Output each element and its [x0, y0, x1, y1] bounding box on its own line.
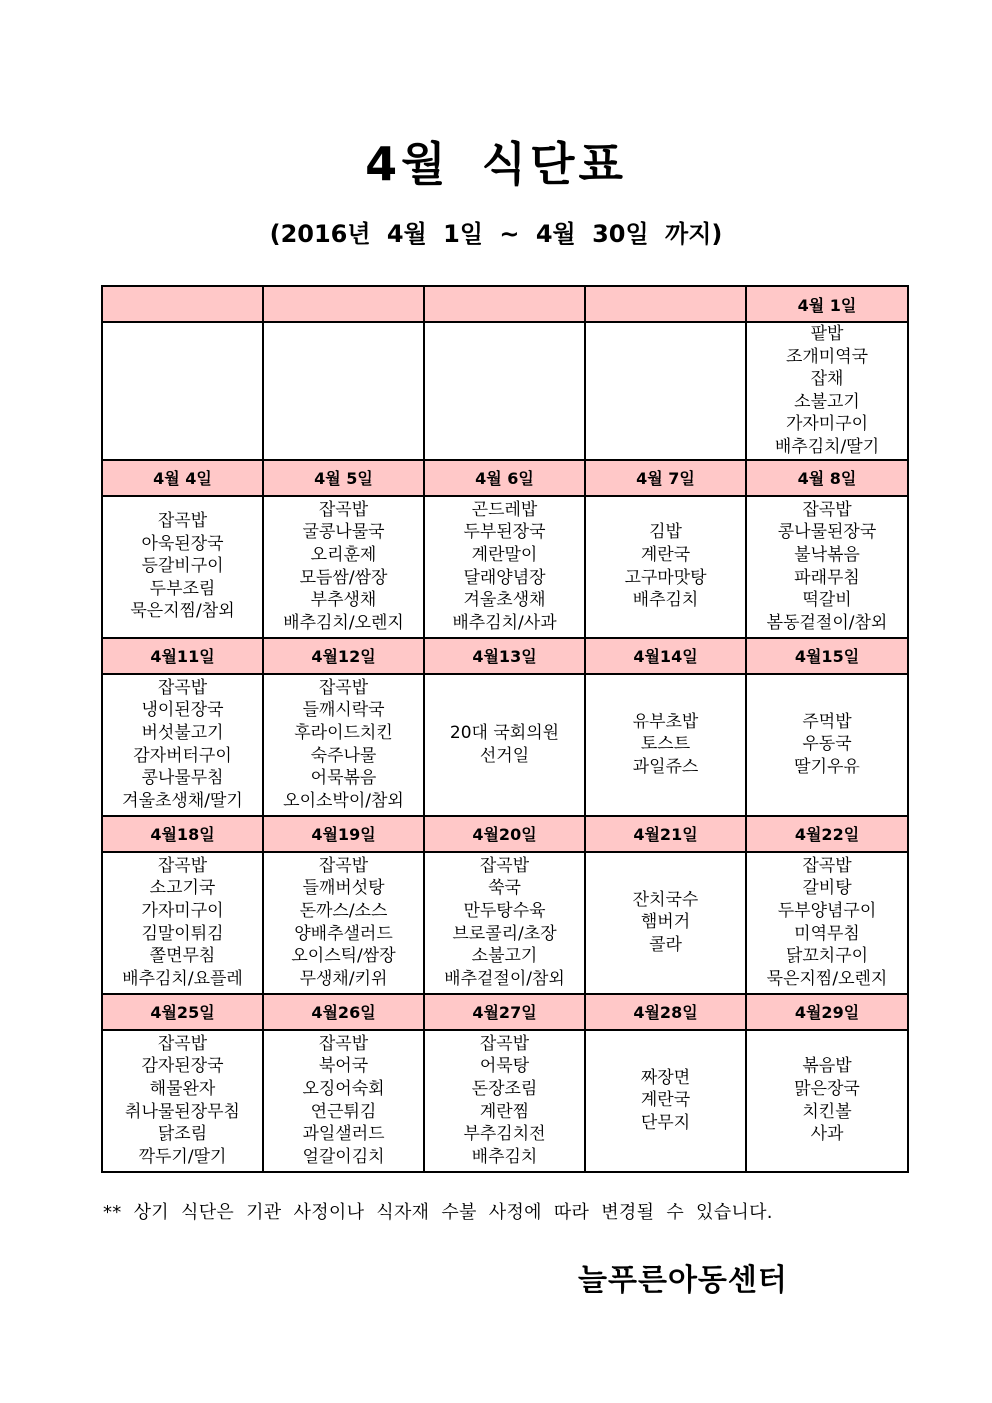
- menu-item: 잔치국수: [632, 889, 699, 910]
- menu-cell: [585, 852, 746, 994]
- menu-item: 두부된장국: [463, 522, 546, 543]
- date-cell: 4월20일: [424, 816, 585, 852]
- menu-cell: [263, 852, 424, 994]
- menu-item: 치킨볼: [802, 1101, 852, 1122]
- menu-item: 맑은장국: [794, 1078, 860, 1099]
- date-cell: [585, 286, 746, 322]
- menu-item: 등갈비구이: [141, 556, 224, 577]
- menu-item: 과일쥬스: [632, 756, 699, 777]
- menu-cell: [102, 322, 263, 460]
- menu-item: 부추생채: [310, 590, 377, 611]
- menu-item: 오이스틱/쌈장: [291, 946, 396, 967]
- menu-item: 김밥: [649, 522, 682, 543]
- menu-row: [102, 674, 908, 816]
- menu-item: 갈비탕: [802, 878, 852, 899]
- menu-item: 잡곡밥: [157, 855, 208, 876]
- menu-item: 소고기국: [149, 878, 216, 899]
- date-cell: 4월12일: [263, 638, 424, 674]
- menu-item: 굴콩나물국: [302, 522, 385, 543]
- menu-row: [102, 322, 908, 460]
- date-cell: 4월15일: [746, 638, 908, 674]
- menu-table-body: [102, 286, 908, 1172]
- date-header-row: [102, 994, 908, 1030]
- menu-item: 사과: [810, 1124, 844, 1145]
- date-cell: 4월 6일: [424, 460, 585, 496]
- menu-item: 배추김치/사과: [452, 612, 557, 633]
- date-cell: 4월 1일: [746, 286, 908, 322]
- menu-cell: [746, 1030, 908, 1172]
- menu-item: 잡채: [810, 369, 844, 390]
- notice-text: ** 상기 식단은 기관 사정이나 식자재 수불 사정에 따라 변경될 수 있습니다.: [103, 1202, 773, 1223]
- menu-item: 두부조림: [149, 578, 216, 599]
- menu-item: 과일샐러드: [302, 1124, 385, 1145]
- menu-row: [102, 852, 908, 994]
- date-cell: 4월13일: [424, 638, 585, 674]
- date-cell: 4월27일: [424, 994, 585, 1030]
- menu-row: [102, 1030, 908, 1172]
- menu-item: 만두탕수육: [463, 900, 546, 921]
- menu-item: 숙주나물: [310, 745, 377, 766]
- menu-item: 달래양념장: [463, 567, 546, 588]
- center-name: 늘푸른아동센터: [578, 1263, 788, 1298]
- menu-item: 부추김치전: [463, 1124, 546, 1145]
- menu-item: 후라이드치킨: [294, 722, 393, 743]
- menu-item: 선거일: [479, 745, 530, 766]
- menu-item: 소불고기: [471, 946, 538, 967]
- date-header-row: [102, 638, 908, 674]
- menu-item: 겨울초생채/딸기: [122, 790, 243, 811]
- menu-item: 들깨버섯탕: [302, 878, 385, 899]
- menu-item: 단무지: [640, 1112, 691, 1133]
- menu-item: 미역무침: [794, 923, 860, 944]
- menu-item: 깍두기/딸기: [138, 1146, 227, 1167]
- menu-item: 잡곡밥: [157, 677, 208, 698]
- date-cell: 4월19일: [263, 816, 424, 852]
- menu-item: 계란찜: [479, 1101, 530, 1122]
- page-title: 4월 식단표: [365, 137, 627, 191]
- date-cell: 4월26일: [263, 994, 424, 1030]
- menu-item: 오리훈제: [310, 544, 377, 565]
- date-cell: 4월 7일: [585, 460, 746, 496]
- menu-cell: [585, 674, 746, 816]
- menu-item: 닭조림: [157, 1124, 208, 1145]
- menu-item: 브로콜리/초장: [452, 923, 557, 944]
- menu-cell: [424, 674, 585, 816]
- menu-item: 묵은지찜/참외: [130, 601, 235, 622]
- date-cell: 4월11일: [102, 638, 263, 674]
- menu-item: 쫄면무침: [149, 946, 216, 967]
- menu-item: 콩나물된장국: [777, 522, 877, 543]
- menu-item: 짜장면: [640, 1067, 691, 1088]
- menu-item: 토스트: [640, 734, 691, 755]
- menu-item: 잡곡밥: [157, 511, 208, 532]
- menu-cell: [746, 674, 908, 816]
- menu-item: 우동국: [802, 734, 852, 755]
- menu-item: 북어국: [318, 1056, 369, 1077]
- menu-item: 햄버거: [640, 912, 691, 933]
- date-header-row: [102, 460, 908, 496]
- menu-item: 어묵볶음: [310, 768, 377, 789]
- menu-item: 파래무침: [794, 567, 860, 588]
- menu-cell: [263, 674, 424, 816]
- menu-item: 냉이된장국: [141, 700, 224, 721]
- menu-item: 배추겉절이/참외: [444, 968, 565, 989]
- menu-cell: [746, 496, 908, 638]
- menu-item: 겨울초생채: [463, 590, 546, 611]
- menu-item: 감자된장국: [141, 1056, 224, 1077]
- menu-item: 잡곡밥: [318, 677, 369, 698]
- menu-cell: [102, 1030, 263, 1172]
- menu-item: 들깨시락국: [302, 700, 385, 721]
- menu-cell: [102, 674, 263, 816]
- menu-cell: [263, 322, 424, 460]
- menu-row: [102, 496, 908, 638]
- date-cell: [263, 286, 424, 322]
- menu-table: [101, 285, 909, 1173]
- menu-item: 오이소박이/참외: [283, 790, 404, 811]
- date-cell: 4월18일: [102, 816, 263, 852]
- menu-item: 잡곡밥: [318, 855, 369, 876]
- date-cell: 4월25일: [102, 994, 263, 1030]
- menu-item: 소불고기: [794, 391, 860, 412]
- menu-item: 잡곡밥: [802, 499, 852, 520]
- date-header-row: [102, 286, 908, 322]
- menu-item: 김말이튀김: [141, 923, 224, 944]
- menu-item: 감자버터구이: [133, 745, 232, 766]
- menu-item: 배추김치: [471, 1146, 538, 1167]
- menu-item: 콜라: [649, 934, 682, 955]
- menu-item: 쑥국: [488, 878, 521, 899]
- date-cell: 4월 5일: [263, 460, 424, 496]
- date-cell: 4월21일: [585, 816, 746, 852]
- date-cell: 4월 4일: [102, 460, 263, 496]
- menu-item: 배추김치: [632, 590, 699, 611]
- menu-item: 고구마맛탕: [624, 567, 707, 588]
- menu-item: 오징어숙회: [302, 1078, 385, 1099]
- menu-item: 조개미역국: [785, 346, 869, 367]
- menu-item: 취나물된장무침: [125, 1101, 240, 1122]
- menu-item: 연근튀김: [310, 1101, 377, 1122]
- menu-item: 무생채/키위: [299, 968, 388, 989]
- menu-item: 불낙볶음: [794, 544, 860, 565]
- date-cell: 4월14일: [585, 638, 746, 674]
- date-cell: 4월29일: [746, 994, 908, 1030]
- menu-cell: [746, 322, 908, 460]
- menu-item: 잡곡밥: [479, 1033, 530, 1054]
- menu-item: 잡곡밥: [318, 499, 369, 520]
- menu-item: 가자미구이: [141, 900, 224, 921]
- menu-item: 콩나물무침: [141, 768, 224, 789]
- menu-item: 20대 국회의원: [449, 722, 560, 743]
- menu-cell: [585, 1030, 746, 1172]
- menu-cell: [102, 852, 263, 994]
- menu-item: 어묵탕: [479, 1056, 530, 1077]
- menu-item: 닭꼬치구이: [785, 946, 869, 967]
- date-header-row: [102, 816, 908, 852]
- menu-cell: [746, 852, 908, 994]
- menu-item: 떡갈비: [802, 590, 852, 611]
- menu-item: 얼갈이김치: [302, 1146, 385, 1167]
- menu-item: 유부초밥: [632, 711, 699, 732]
- menu-item: 봄동겉절이/참외: [766, 612, 888, 633]
- menu-item: 양배추샐러드: [294, 923, 393, 944]
- menu-item: 계란국: [640, 544, 691, 565]
- menu-item: 잡곡밥: [157, 1033, 208, 1054]
- menu-item: 두부양념구이: [777, 900, 877, 921]
- menu-item: 잡곡밥: [318, 1033, 369, 1054]
- date-cell: [424, 286, 585, 322]
- menu-item: 모듬쌈/쌈장: [299, 567, 388, 588]
- menu-cell: [424, 1030, 585, 1172]
- menu-item: 배추김치/오렌지: [283, 612, 404, 633]
- menu-cell: [585, 322, 746, 460]
- menu-cell: [424, 322, 585, 460]
- date-cell: 4월22일: [746, 816, 908, 852]
- menu-item: 잡곡밥: [479, 855, 530, 876]
- menu-item: 가자미구이: [785, 414, 869, 435]
- menu-item: 배추김치/딸기: [774, 436, 880, 457]
- menu-item: 계란말이: [471, 544, 538, 565]
- menu-item: 곤드레밥: [471, 499, 538, 520]
- date-cell: [102, 286, 263, 322]
- menu-item: 묵은지찜/오렌지: [766, 968, 888, 989]
- menu-item: 주먹밥: [802, 711, 852, 732]
- menu-item: 배추김치/요플레: [122, 968, 243, 989]
- menu-cell: [263, 496, 424, 638]
- menu-cell: [263, 1030, 424, 1172]
- menu-cell: [424, 852, 585, 994]
- date-range-subtitle: (2016년 4월 1일 ~ 4월 30일 까지): [269, 220, 723, 248]
- date-cell: 4월 8일: [746, 460, 908, 496]
- menu-item: 돈까스/소스: [299, 900, 388, 921]
- menu-item: 계란국: [640, 1090, 691, 1111]
- menu-cell: [585, 496, 746, 638]
- menu-cell: [102, 496, 263, 638]
- menu-item: 딸기우유: [794, 756, 860, 777]
- menu-item: 아욱된장국: [141, 533, 224, 554]
- menu-item: 팥밥: [810, 324, 844, 344]
- menu-item: 버섯불고기: [141, 722, 224, 743]
- menu-item: 돈장조림: [471, 1078, 538, 1099]
- date-cell: 4월28일: [585, 994, 746, 1030]
- menu-cell: [424, 496, 585, 638]
- menu-item: 해물완자: [149, 1078, 216, 1099]
- menu-item: 잡곡밥: [802, 855, 852, 876]
- menu-item: 볶음밥: [802, 1056, 852, 1077]
